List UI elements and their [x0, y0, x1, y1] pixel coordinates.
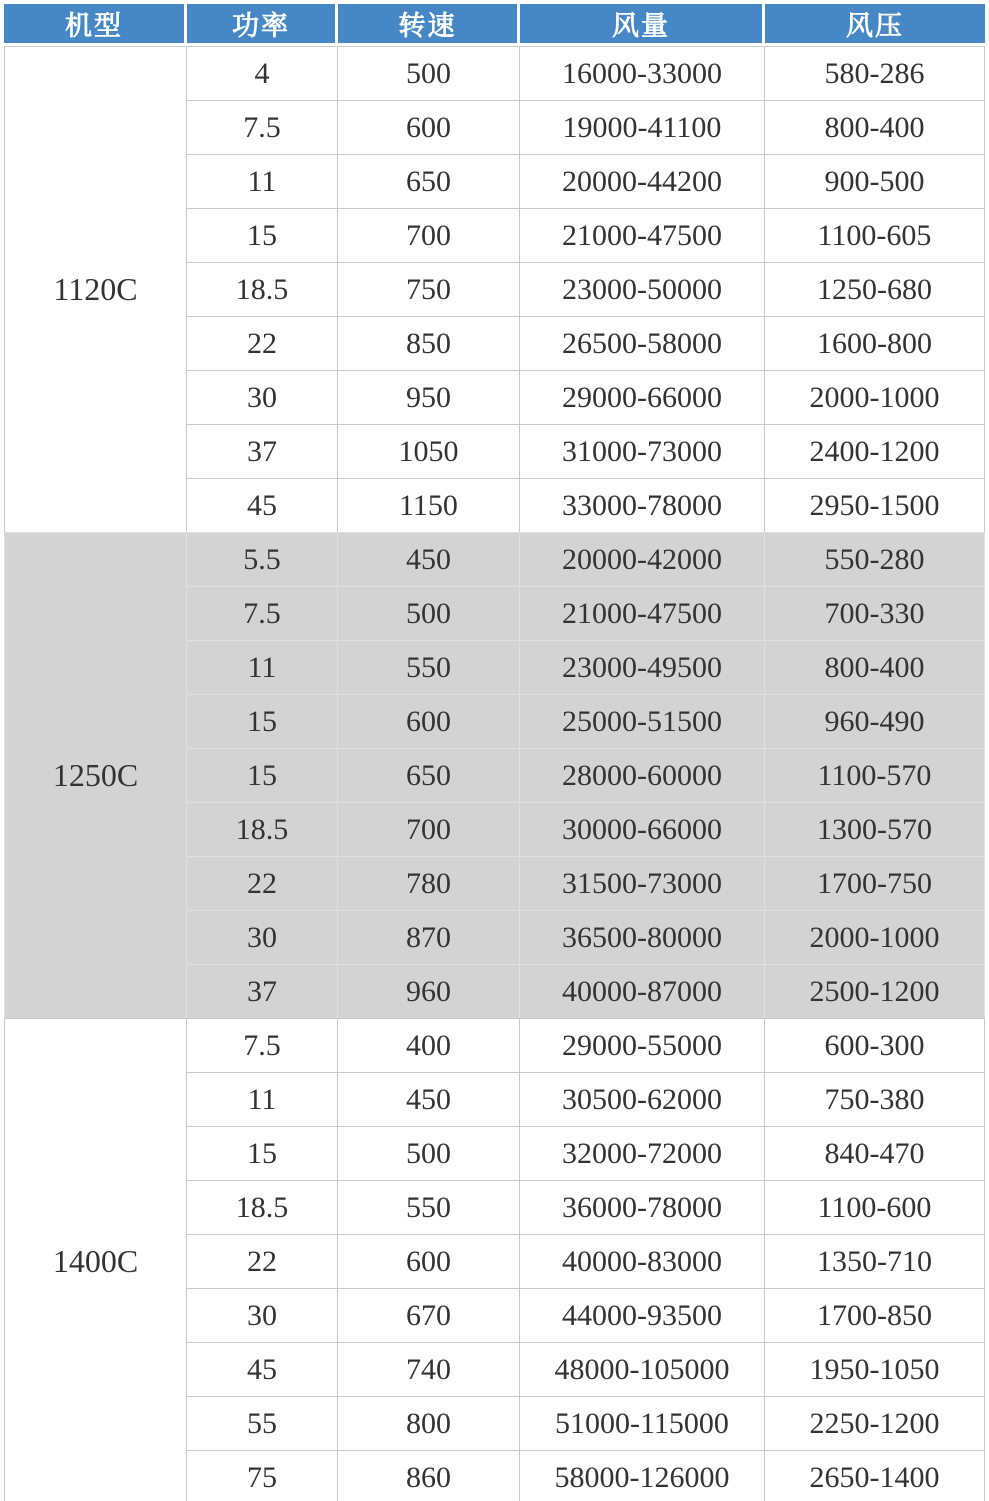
data-cell-flow: 28000-60000 — [520, 748, 765, 802]
data-cell-press: 1700-850 — [765, 1288, 985, 1342]
data-cell-flow: 20000-44200 — [520, 154, 765, 208]
data-cell-press: 900-500 — [765, 154, 985, 208]
data-cell-flow: 32000-72000 — [520, 1126, 765, 1180]
data-cell-press: 550-280 — [765, 532, 985, 586]
column-header-model: 机型 — [4, 4, 187, 46]
data-cell-press: 800-400 — [765, 100, 985, 154]
data-cell-speed: 450 — [338, 532, 520, 586]
data-cell-flow: 23000-50000 — [520, 262, 765, 316]
data-cell-flow: 21000-47500 — [520, 208, 765, 262]
data-cell-power: 7.5 — [187, 100, 338, 154]
data-cell-speed: 550 — [338, 640, 520, 694]
data-cell-press: 2250-1200 — [765, 1396, 985, 1450]
data-cell-power: 22 — [187, 316, 338, 370]
data-cell-press: 1350-710 — [765, 1234, 985, 1288]
data-cell-speed: 450 — [338, 1072, 520, 1126]
data-cell-press: 2950-1500 — [765, 478, 985, 532]
data-cell-flow: 40000-87000 — [520, 964, 765, 1018]
table-header — [4, 4, 985, 46]
data-cell-power: 7.5 — [187, 586, 338, 640]
data-cell-power: 7.5 — [187, 1018, 338, 1072]
column-header-pressure: 风压 — [765, 4, 985, 46]
data-cell-speed: 960 — [338, 964, 520, 1018]
data-cell-flow: 25000-51500 — [520, 694, 765, 748]
column-header-power: 功率 — [187, 4, 338, 46]
data-cell-power: 30 — [187, 910, 338, 964]
data-cell-press: 2400-1200 — [765, 424, 985, 478]
data-cell-flow: 33000-78000 — [520, 478, 765, 532]
data-cell-power: 15 — [187, 748, 338, 802]
data-cell-flow: 16000-33000 — [520, 46, 765, 100]
data-cell-speed: 600 — [338, 1234, 520, 1288]
data-cell-flow: 31000-73000 — [520, 424, 765, 478]
model-cell: 1250C — [4, 532, 187, 1018]
model-cell: 1120C — [4, 46, 187, 532]
data-cell-speed: 950 — [338, 370, 520, 424]
data-cell-power: 22 — [187, 856, 338, 910]
data-cell-flow: 40000-83000 — [520, 1234, 765, 1288]
data-cell-speed: 850 — [338, 316, 520, 370]
data-cell-flow: 51000-115000 — [520, 1396, 765, 1450]
data-cell-press: 750-380 — [765, 1072, 985, 1126]
data-cell-speed: 650 — [338, 154, 520, 208]
data-cell-power: 30 — [187, 370, 338, 424]
column-header-speed: 转速 — [338, 4, 520, 46]
data-cell-power: 45 — [187, 478, 338, 532]
data-cell-flow: 31500-73000 — [520, 856, 765, 910]
data-cell-power: 37 — [187, 964, 338, 1018]
data-cell-speed: 700 — [338, 208, 520, 262]
data-cell-press: 1700-750 — [765, 856, 985, 910]
data-cell-power: 4 — [187, 46, 338, 100]
data-cell-flow: 21000-47500 — [520, 586, 765, 640]
data-cell-press: 1100-600 — [765, 1180, 985, 1234]
data-cell-power: 45 — [187, 1342, 338, 1396]
data-cell-speed: 650 — [338, 748, 520, 802]
data-cell-power: 18.5 — [187, 262, 338, 316]
data-cell-press: 2000-1000 — [765, 370, 985, 424]
data-cell-power: 75 — [187, 1450, 338, 1501]
data-cell-speed: 600 — [338, 694, 520, 748]
data-cell-speed: 600 — [338, 100, 520, 154]
data-cell-power: 37 — [187, 424, 338, 478]
data-cell-press: 1950-1050 — [765, 1342, 985, 1396]
data-cell-speed: 740 — [338, 1342, 520, 1396]
data-cell-flow: 23000-49500 — [520, 640, 765, 694]
data-cell-speed: 1150 — [338, 478, 520, 532]
data-cell-speed: 780 — [338, 856, 520, 910]
data-cell-power: 11 — [187, 640, 338, 694]
model-cell: 1400C — [4, 1018, 187, 1501]
data-cell-flow: 29000-55000 — [520, 1018, 765, 1072]
data-cell-press: 1100-570 — [765, 748, 985, 802]
data-cell-press: 1100-605 — [765, 208, 985, 262]
data-cell-flow: 30000-66000 — [520, 802, 765, 856]
data-cell-power: 15 — [187, 694, 338, 748]
data-cell-power: 11 — [187, 1072, 338, 1126]
data-cell-press: 600-300 — [765, 1018, 985, 1072]
data-cell-power: 18.5 — [187, 802, 338, 856]
data-cell-speed: 550 — [338, 1180, 520, 1234]
fan-spec-table — [4, 4, 985, 1501]
table-row — [4, 46, 985, 100]
data-cell-press: 840-470 — [765, 1126, 985, 1180]
data-cell-press: 960-490 — [765, 694, 985, 748]
data-cell-power: 30 — [187, 1288, 338, 1342]
data-cell-flow: 36000-78000 — [520, 1180, 765, 1234]
data-cell-speed: 870 — [338, 910, 520, 964]
data-cell-speed: 1050 — [338, 424, 520, 478]
data-cell-speed: 500 — [338, 586, 520, 640]
data-cell-power: 11 — [187, 154, 338, 208]
column-header-airflow: 风量 — [520, 4, 765, 46]
data-cell-flow: 48000-105000 — [520, 1342, 765, 1396]
data-cell-speed: 750 — [338, 262, 520, 316]
header-row — [4, 4, 985, 46]
data-cell-press: 580-286 — [765, 46, 985, 100]
data-cell-speed: 800 — [338, 1396, 520, 1450]
data-cell-speed: 500 — [338, 1126, 520, 1180]
table-body — [4, 46, 985, 1501]
data-cell-flow: 44000-93500 — [520, 1288, 765, 1342]
data-cell-press: 2500-1200 — [765, 964, 985, 1018]
data-cell-power: 18.5 — [187, 1180, 338, 1234]
data-cell-flow: 29000-66000 — [520, 370, 765, 424]
data-cell-flow: 20000-42000 — [520, 532, 765, 586]
data-cell-speed: 700 — [338, 802, 520, 856]
data-cell-speed: 860 — [338, 1450, 520, 1501]
data-cell-press: 1250-680 — [765, 262, 985, 316]
data-cell-flow: 19000-41100 — [520, 100, 765, 154]
data-cell-flow: 26500-58000 — [520, 316, 765, 370]
data-cell-press: 2650-1400 — [765, 1450, 985, 1501]
data-cell-press: 1300-570 — [765, 802, 985, 856]
data-cell-press: 700-330 — [765, 586, 985, 640]
data-cell-flow: 58000-126000 — [520, 1450, 765, 1501]
data-cell-speed: 400 — [338, 1018, 520, 1072]
data-cell-press: 1600-800 — [765, 316, 985, 370]
data-cell-press: 800-400 — [765, 640, 985, 694]
table-row — [4, 532, 985, 586]
data-cell-flow: 36500-80000 — [520, 910, 765, 964]
table-row — [4, 1018, 985, 1072]
data-cell-power: 15 — [187, 208, 338, 262]
data-cell-power: 22 — [187, 1234, 338, 1288]
data-cell-flow: 30500-62000 — [520, 1072, 765, 1126]
data-cell-press: 2000-1000 — [765, 910, 985, 964]
data-cell-speed: 670 — [338, 1288, 520, 1342]
data-cell-power: 5.5 — [187, 532, 338, 586]
data-cell-power: 15 — [187, 1126, 338, 1180]
data-cell-speed: 500 — [338, 46, 520, 100]
data-cell-power: 55 — [187, 1396, 338, 1450]
